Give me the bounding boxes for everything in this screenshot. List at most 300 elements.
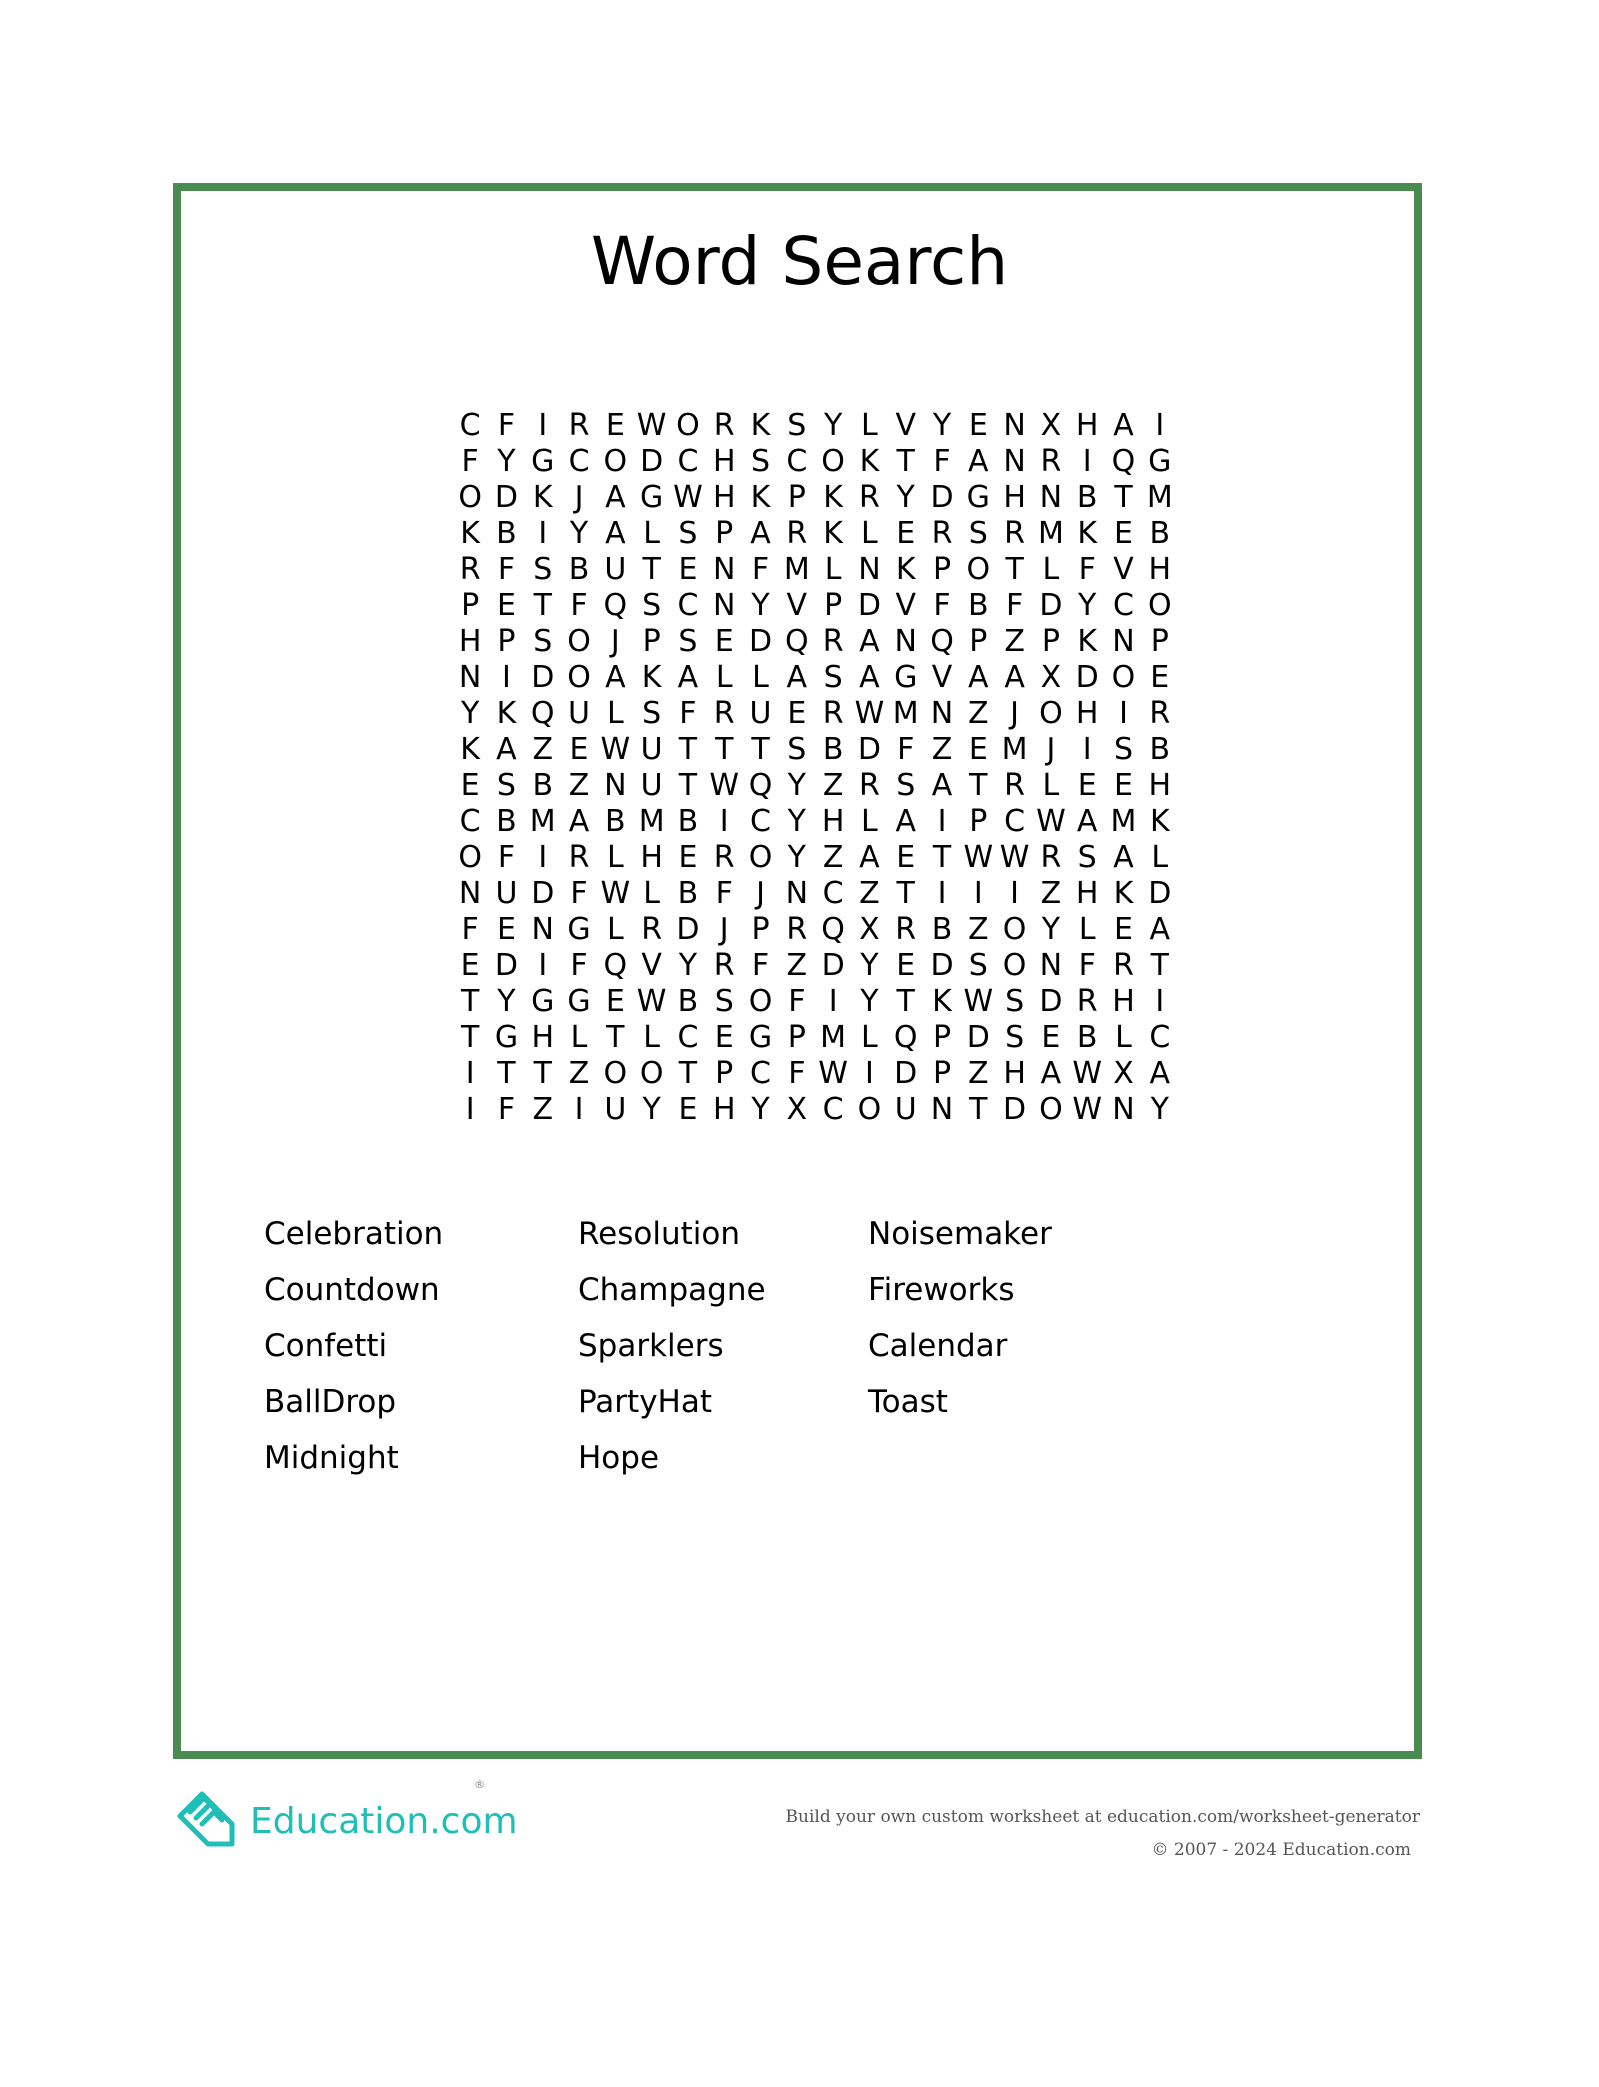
grid-row: [452, 1020, 1178, 1056]
grid-letter: S: [787, 408, 807, 443]
grid-letter: Q: [785, 624, 809, 659]
grid-letter: T: [497, 1056, 516, 1091]
grid-letter: D: [930, 480, 954, 515]
grid-letter: B: [677, 984, 699, 1019]
grid-letter: T: [1005, 552, 1024, 587]
grid-letter: E: [1114, 768, 1133, 803]
grid-letter: T: [533, 1056, 552, 1091]
grid-letter: G: [531, 444, 555, 479]
grid-letter: E: [460, 768, 480, 803]
grid-letter: N: [1112, 624, 1135, 659]
grid-letter: W: [963, 984, 994, 1019]
grid-letter: Y: [642, 1092, 661, 1127]
grid-letter: V: [895, 588, 916, 623]
grid-letter: Y: [751, 588, 770, 623]
grid-letter: A: [786, 660, 808, 695]
grid-letter: L: [606, 840, 624, 875]
grid-letter: W: [999, 840, 1030, 875]
grid-letter: H: [1075, 696, 1099, 731]
grid-letter: H: [1003, 1056, 1026, 1091]
grid-letter: A: [1113, 840, 1134, 875]
grid-letter: N: [785, 876, 809, 911]
grid-letter: O: [966, 552, 991, 587]
grid-letter: I: [1082, 732, 1092, 767]
grid-letter: A: [968, 660, 989, 695]
grid-letter: W: [636, 408, 667, 443]
grid-letter: U: [495, 876, 518, 911]
grid-letter: B: [1076, 480, 1098, 515]
grid-letter: E: [1114, 516, 1133, 551]
grid-letter: E: [1150, 660, 1170, 695]
grid-letter: D: [748, 624, 773, 659]
grid-letter: U: [894, 1092, 917, 1127]
grid-letter: U: [604, 552, 627, 587]
grid-letter: S: [678, 624, 698, 659]
grid-letter: C: [786, 444, 808, 479]
grid-letter: R: [1004, 768, 1026, 803]
grid-letter: P: [969, 804, 988, 839]
grid-letter: K: [1077, 624, 1098, 659]
grid-row: [452, 984, 1178, 1020]
grid-row: [452, 1092, 1178, 1128]
grid-letter: J: [756, 876, 765, 911]
grid-letter: P: [932, 1020, 952, 1055]
grid-letter: L: [715, 660, 733, 695]
grid-letter: F: [751, 948, 770, 983]
grid-letter: B: [496, 804, 517, 839]
grid-letter: F: [570, 876, 588, 911]
grid-row: [452, 444, 1178, 480]
grid-letter: O: [567, 660, 591, 695]
grid-letter: E: [605, 408, 625, 443]
grid-letter: G: [567, 912, 591, 947]
grid-letter: A: [605, 516, 626, 551]
grid-letter: U: [568, 696, 591, 731]
grid-letter: D: [1003, 1092, 1027, 1127]
grid-letter: P: [751, 912, 770, 947]
grid-letter: I: [1155, 408, 1165, 443]
grid-letter: A: [1149, 1056, 1171, 1091]
grid-letter: O: [748, 840, 773, 875]
grid-letter: F: [788, 1056, 806, 1091]
grid-letter: L: [861, 1020, 878, 1055]
grid-letter: Q: [930, 624, 954, 659]
grid-letter: O: [857, 1092, 882, 1127]
grid-letter: Z: [532, 732, 554, 767]
grid-letter: K: [932, 984, 952, 1019]
grid-letter: R: [1040, 840, 1062, 875]
grid-letter: O: [1147, 588, 1172, 623]
grid-letter: R: [822, 624, 844, 659]
grid-letter: R: [1113, 948, 1134, 983]
grid-letter: B: [532, 768, 554, 803]
grid-letter: R: [713, 408, 735, 443]
grid-letter: W: [673, 480, 703, 515]
grid-letter: Y: [751, 1092, 770, 1127]
grid-letter: A: [605, 660, 626, 695]
grid-letter: Z: [568, 1056, 590, 1091]
grid-letter: I: [1155, 984, 1165, 1019]
grid-letter: T: [460, 1020, 480, 1055]
grid-letter: A: [677, 660, 699, 695]
grid-letter: L: [861, 408, 878, 443]
grid-letter: S: [533, 552, 553, 587]
grid-row: [452, 804, 1178, 840]
grid-letter: B: [1149, 516, 1171, 551]
grid-letter: I: [465, 1092, 475, 1127]
grid-letter: Q: [1111, 444, 1136, 479]
grid-letter: J: [574, 480, 584, 515]
grid-letter: M: [1146, 480, 1173, 515]
grid-letter: J: [719, 912, 729, 947]
grid-letter: E: [496, 912, 516, 947]
grid-letter: B: [968, 588, 989, 623]
grid-letter: L: [643, 516, 660, 551]
grid-letter: H: [1148, 768, 1172, 803]
grid-letter: I: [1119, 696, 1128, 731]
grid-letter: A: [1149, 912, 1171, 947]
grid-letter: L: [1151, 840, 1169, 875]
grid-letter: C: [1149, 1020, 1171, 1055]
grid-letter: K: [460, 732, 480, 767]
grid-letter: C: [677, 444, 699, 479]
grid-letter: A: [968, 444, 989, 479]
grid-letter: A: [859, 840, 880, 875]
grid-letter: D: [531, 660, 555, 695]
grid-letter: S: [642, 696, 662, 731]
grid-letter: Y: [1150, 1092, 1169, 1127]
grid-letter: C: [750, 804, 771, 839]
grid-row: [452, 516, 1178, 552]
grid-letter: E: [460, 948, 480, 983]
grid-letter: D: [1148, 876, 1172, 911]
grid-letter: O: [567, 624, 591, 659]
grid-letter: T: [1114, 480, 1133, 515]
grid-letter: W: [818, 1056, 848, 1091]
grid-letter: X: [786, 1092, 808, 1127]
grid-letter: H: [1003, 480, 1026, 515]
footer-copyright: © 2007 - 2024 Education.com: [1151, 1840, 1411, 1860]
grid-letter: E: [678, 1092, 698, 1127]
grid-letter: E: [968, 732, 988, 767]
grid-letter: S: [968, 516, 988, 551]
grid-letter: Q: [893, 1020, 918, 1055]
grid-letter: Q: [821, 912, 845, 947]
grid-letter: Y: [1041, 912, 1061, 947]
grid-letter: E: [1114, 912, 1133, 947]
grid-letter: I: [502, 660, 511, 695]
grid-letter: N: [858, 552, 881, 587]
grid-letter: E: [605, 984, 625, 1019]
grid-row: [452, 1056, 1178, 1092]
grid-letter: N: [531, 912, 554, 947]
grid-letter: A: [1076, 804, 1098, 839]
grid-letter: F: [497, 840, 516, 875]
grid-letter: G: [567, 984, 591, 1019]
grid-letter: R: [459, 552, 481, 587]
grid-letter: C: [1004, 804, 1026, 839]
grid-letter: U: [749, 696, 772, 731]
grid-letter: T: [896, 444, 915, 479]
grid-letter: Z: [968, 696, 989, 731]
grid-letter: F: [933, 588, 951, 623]
word-list-item: BallDrop: [264, 1384, 397, 1420]
grid-letter: E: [678, 552, 698, 587]
grid-letter: N: [1039, 480, 1063, 515]
grid-letter: S: [496, 768, 516, 803]
grid-letter: Y: [569, 516, 589, 551]
grid-letter: H: [712, 480, 736, 515]
grid-letter: D: [494, 948, 518, 983]
grid-letter: W: [963, 840, 994, 875]
grid-letter: E: [787, 696, 807, 731]
grid-letter: D: [857, 732, 881, 767]
grid-letter: J: [610, 624, 620, 659]
grid-letter: Q: [530, 696, 555, 731]
grid-letter: F: [1078, 552, 1096, 587]
grid-letter: R: [1149, 696, 1171, 731]
grid-letter: T: [678, 768, 698, 803]
grid-row: [452, 588, 1178, 624]
grid-letter: I: [538, 840, 548, 875]
grid-letter: D: [821, 948, 845, 983]
grid-letter: R: [822, 696, 844, 731]
grid-letter: T: [896, 984, 915, 1019]
grid-letter: P: [497, 624, 516, 659]
grid-letter: C: [459, 804, 481, 839]
grid-letter: Z: [931, 732, 953, 767]
grid-letter: F: [461, 444, 479, 479]
grid-letter: G: [966, 480, 990, 515]
grid-letter: A: [496, 732, 517, 767]
grid-letter: W: [854, 696, 885, 731]
grid-letter: O: [458, 840, 482, 875]
grid-letter: V: [931, 660, 953, 695]
grid-letter: P: [642, 624, 661, 659]
grid-letter: C: [677, 588, 699, 623]
grid-letter: R: [713, 948, 735, 983]
grid-letter: M: [1110, 804, 1137, 839]
grid-letter: S: [896, 768, 916, 803]
grid-letter: Y: [678, 948, 698, 983]
grid-letter: D: [930, 948, 954, 983]
grid-letter: Z: [859, 876, 880, 911]
grid-letter: F: [570, 948, 588, 983]
grid-row: [452, 732, 1178, 768]
grid-letter: A: [1113, 408, 1134, 443]
grid-letter: K: [496, 696, 517, 731]
grid-letter: C: [677, 1020, 699, 1055]
grid-letter: T: [533, 588, 552, 623]
grid-letter: D: [1039, 588, 1063, 623]
grid-letter: C: [750, 1056, 771, 1091]
grid-letter: R: [786, 912, 808, 947]
grid-letter: V: [786, 588, 808, 623]
grid-letter: R: [931, 516, 953, 551]
grid-letter: S: [968, 948, 988, 983]
grid-letter: L: [606, 696, 624, 731]
word-list-item: Toast: [868, 1384, 948, 1420]
grid-letter: K: [895, 552, 916, 587]
grid-letter: E: [1041, 1020, 1061, 1055]
grid-letter: D: [894, 1056, 918, 1091]
grid-letter: Z: [968, 912, 989, 947]
grid-letter: T: [932, 840, 952, 875]
grid-letter: S: [751, 444, 771, 479]
education-logo[interactable]: [170, 1778, 518, 1858]
grid-letter: I: [719, 804, 729, 839]
grid-letter: C: [822, 1092, 844, 1127]
grid-letter: E: [896, 840, 916, 875]
letter-grid: [452, 408, 1178, 1128]
grid-letter: G: [531, 984, 555, 1019]
grid-letter: N: [930, 1092, 954, 1127]
grid-row: [452, 840, 1178, 876]
grid-letter: D: [676, 912, 700, 947]
grid-letter: N: [458, 660, 482, 695]
grid-letter: N: [1003, 444, 1026, 479]
grid-letter: R: [1040, 444, 1062, 479]
grid-letter: Y: [896, 480, 915, 515]
grid-letter: G: [894, 660, 918, 695]
grid-letter: P: [715, 516, 734, 551]
grid-letter: M: [1037, 516, 1064, 551]
grid-letter: S: [678, 516, 698, 551]
grid-letter: I: [574, 1092, 584, 1127]
grid-letter: P: [932, 1056, 952, 1091]
grid-letter: D: [1075, 660, 1099, 695]
grid-letter: W: [1072, 1092, 1103, 1127]
grid-row: [452, 660, 1178, 696]
grid-letter: D: [531, 876, 555, 911]
grid-letter: I: [538, 516, 548, 551]
grid-row: [452, 912, 1178, 948]
grid-letter: O: [748, 984, 773, 1019]
grid-letter: Z: [822, 840, 844, 875]
word-list-item: Fireworks: [868, 1272, 1015, 1308]
grid-letter: N: [458, 876, 482, 911]
grid-letter: K: [1113, 876, 1134, 911]
grid-letter: P: [824, 588, 843, 623]
grid-letter: B: [677, 804, 699, 839]
footer-generator-link[interactable]: Build your own custom worksheet at education.com/worksheet-generator: [785, 1807, 1420, 1827]
grid-letter: Y: [860, 984, 879, 1019]
grid-letter: T: [715, 732, 734, 767]
grid-letter: V: [895, 408, 916, 443]
grid-letter: N: [894, 624, 917, 659]
word-list-item: Celebration: [264, 1216, 444, 1252]
grid-letter: B: [568, 552, 590, 587]
grid-letter: T: [751, 732, 770, 767]
grid-letter: L: [861, 516, 878, 551]
word-list-item: Midnight: [264, 1440, 399, 1476]
grid-letter: E: [896, 516, 916, 551]
grid-letter: M: [820, 1020, 847, 1055]
grid-letter: F: [497, 408, 516, 443]
grid-letter: M: [638, 804, 665, 839]
grid-letter: M: [892, 696, 919, 731]
grid-letter: I: [1010, 876, 1020, 911]
grid-letter: Z: [786, 948, 808, 983]
word-list-item: Noisemaker: [868, 1216, 1052, 1252]
grid-row: [452, 948, 1178, 984]
grid-letter: H: [531, 1020, 555, 1055]
grid-letter: R: [713, 696, 735, 731]
grid-letter: L: [824, 552, 842, 587]
grid-letter: Y: [787, 804, 806, 839]
grid-letter: O: [1002, 912, 1027, 947]
grid-letter: F: [715, 876, 733, 911]
grid-letter: I: [937, 876, 947, 911]
grid-letter: F: [897, 732, 915, 767]
grid-letter: O: [639, 1056, 664, 1091]
grid-letter: I: [465, 1056, 475, 1091]
grid-letter: Z: [568, 768, 590, 803]
grid-letter: P: [715, 1056, 734, 1091]
grid-letter: G: [1148, 444, 1172, 479]
grid-letter: O: [458, 480, 482, 515]
grid-letter: W: [1036, 804, 1066, 839]
grid-letter: E: [678, 840, 698, 875]
grid-letter: V: [641, 948, 662, 983]
grid-letter: U: [604, 1092, 627, 1127]
grid-letter: A: [605, 480, 626, 515]
education-logo-icon: [170, 1778, 250, 1858]
grid-letter: P: [787, 1020, 806, 1055]
grid-letter: L: [1115, 1020, 1132, 1055]
grid-letter: U: [640, 732, 663, 767]
grid-letter: C: [568, 444, 590, 479]
grid-letter: I: [538, 408, 548, 443]
grid-letter: I: [864, 1056, 874, 1091]
grid-letter: I: [973, 876, 983, 911]
grid-letter: E: [496, 588, 516, 623]
word-list-item: Confetti: [264, 1328, 388, 1364]
grid-letter: H: [1075, 408, 1099, 443]
grid-letter: I: [937, 804, 947, 839]
grid-letter: L: [1042, 768, 1060, 803]
grid-letter: S: [642, 588, 662, 623]
grid-row: [452, 696, 1178, 732]
grid-letter: S: [533, 624, 553, 659]
grid-letter: K: [1149, 804, 1170, 839]
grid-row: [452, 768, 1178, 804]
grid-letter: P: [969, 624, 988, 659]
grid-letter: N: [1039, 948, 1063, 983]
grid-letter: R: [858, 768, 880, 803]
grid-letter: W: [600, 876, 631, 911]
grid-letter: F: [933, 444, 951, 479]
grid-letter: Y: [497, 444, 516, 479]
grid-letter: K: [750, 408, 771, 443]
grid-letter: Y: [497, 984, 516, 1019]
grid-letter: W: [1072, 1056, 1103, 1091]
grid-letter: L: [752, 660, 769, 695]
grid-letter: G: [494, 1020, 519, 1055]
grid-letter: U: [640, 768, 663, 803]
grid-letter: R: [713, 840, 735, 875]
grid-row: [452, 624, 1178, 660]
grid-letter: E: [896, 948, 916, 983]
grid-letter: A: [1040, 1056, 1062, 1091]
word-list-item: PartyHat: [578, 1384, 713, 1420]
grid-letter: M: [529, 804, 556, 839]
grid-letter: R: [1004, 516, 1026, 551]
grid-letter: A: [895, 804, 916, 839]
grid-letter: S: [787, 732, 807, 767]
grid-letter: T: [678, 1056, 698, 1091]
grid-letter: H: [640, 840, 663, 875]
